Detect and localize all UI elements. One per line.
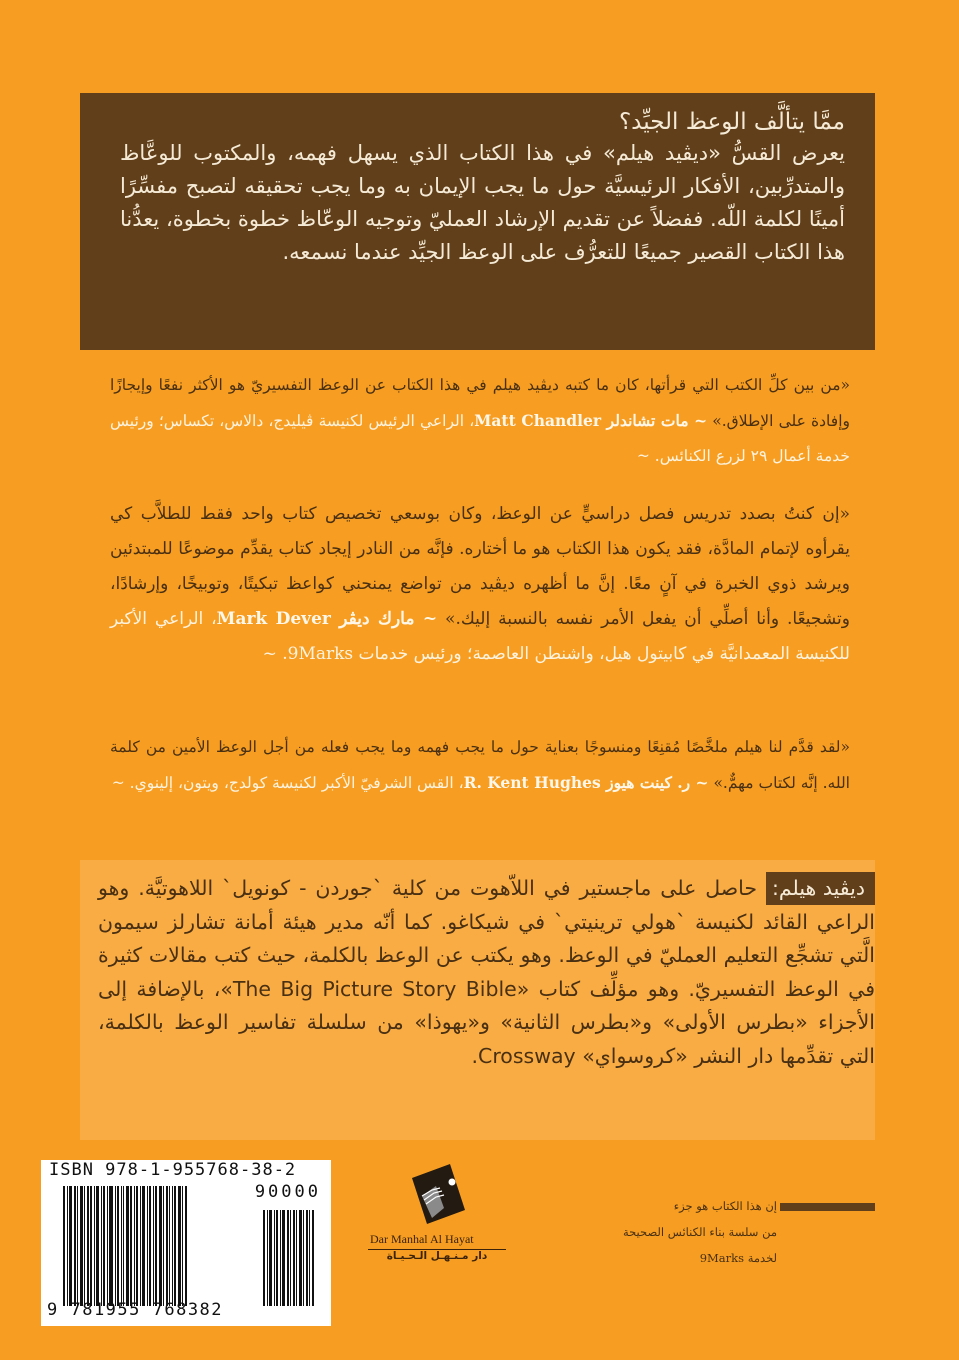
endorsement-quote: «من بين كلِّ الكتب التي قرأتها، كان ما كتبه ديڤيد هيلم في هذا الكتاب عن الوعظ التفسيريّ هو الأكثر نفعًا وإيجازًا وإفادة على الإطلاق.» — [110, 376, 850, 430]
endorsement-2 — [110, 497, 850, 672]
ean-number: 9 781955 768382 — [47, 1300, 224, 1320]
series-note — [560, 1193, 885, 1271]
series-note-line: من سلسة بناء الكنائس الصحيحة — [622, 1225, 777, 1239]
publisher-name-ar: دار مـنـهـل الـحـيـاة — [386, 1250, 488, 1262]
back-cover-summary — [80, 93, 875, 350]
endorsement-author: ~ مات تشاندلر Matt Chandler — [474, 411, 708, 430]
summary-body: يعرض القسُّ «ديڤيد هيلم» في هذا الكتاب الذي يسهل فهمه، والمكتوب للوعَّاظ والمتدرِّبين، الأفكار الرئيسيَّة حول ما يجب الإيمان به وما يجب تحقيقه لتصبح مفسِّرًا أمينًا لكلمة اللّه. ففضلاً عن تقديم الإرشاد العمليّ وتوجيه الوعّاظ خطوة بخطوة، يعدُّنا هذا الكتاب القصير جميعًا للتعرُّف على الوعظ الجيِّد عندما نسمعه. — [120, 141, 845, 264]
endorsement-role: ، الراعي الأكبر للكنيسة المعمدانيَّة في كابيتول هيل، واشنطن العاصمة؛ ورئيس خدمات 9Marks. ~ — [110, 609, 850, 664]
endorsement-role: ، الراعي الرئيس لكنيسة ڤيليدج، دالاس، تكساس؛ ورئيس خدمة أعمال ٢٩ لزرع الكنائس. ~ — [110, 412, 850, 465]
endorsement-quote: «إن كنتُ بصدد تدريس فصل دراسيٍّ عن الوعظ، وكان بوسعي تخصيص كتاب واحد فقط للطلاَّب كي يقرأوه لإتمام المادَّة، فقد يكون هذا الكتاب هو ما أختاره. فإنَّه من النادر إيجاد كتاب يقدِّم موضوعًا للمبتدئين ويرشد ذوي الخبرة في آنٍ معًا. إنَّ ما أظهره ديڤيد من تواضع يمنحني كواعظ تبكيتًا، وتوبيخًا، وإرشادًا، وتشجيعًا. وأنا أصلِّي أن يفعل الأمر نفسه بالنسبة إليك.» — [110, 504, 850, 629]
publisher-logo — [352, 1160, 522, 1270]
publisher-name-en: Dar Manhal Al Hayat — [370, 1232, 474, 1246]
endorsement-1 — [110, 368, 850, 474]
endorsement-author: ~ مارك ديڤر Mark Dever — [216, 609, 438, 629]
endorsement-author: ~ ر. كينت هيوز R. Kent Hughes — [463, 773, 709, 792]
open-book-icon — [352, 1160, 522, 1232]
endorsement-quote: «لقد قدَّم لنا هيلم ملخَّصًا مُقنِعًا ومنسوجًا بعناية حول ما يجب فهمه وما يجب فعله من أجل الوعظ الأمين من كلمة الله. إنَّه لكتاب مهمٌّ.» — [110, 738, 850, 792]
series-note-line: إن هذا الكتاب هو جزء — [673, 1199, 777, 1213]
endorsement-role: ، القس الشرفيّ الأكبر لكنيسة كولدج، ويتون، إلينوي. ~ — [111, 774, 464, 792]
price-addon: 90000 — [254, 1182, 321, 1202]
summary-heading: ممَّا يتألَّف الوعظ الجيِّد؟ — [618, 109, 845, 135]
isbn-label: ISBN 978-1-955768-38-2 — [49, 1160, 297, 1180]
isbn-barcode — [41, 1160, 331, 1326]
author-bio — [80, 860, 875, 1140]
author-name-label: ديڤيد هيلم: — [766, 872, 875, 905]
barcode-bars-addon — [263, 1210, 315, 1306]
author-bio-text: حاصل على ماجستير في اللاّهوت من كلية `جوردن - كونويل` اللاهوتيَّة. وهو الراعي القائد لكنيسة `هولي ترينيتي` في شيكاغو. كما أنّه مدير هيئة أمانة تشارلز سيمون الَّتي تشجِّع التعليم العمليّ في الوعظ. وهو يكتب عن الوعظ بالكلمة، حيث كتب مقالات كثيرة في الوعظ التفسيريّ. وهو مؤلِّف كتاب «The Big Picture Story Bible»، بالإضافة إلى الأجزاء «بطرس الأولى» و«بطرس الثانية» و«يهوذا» من سلسلة تفاسير الوعظ بالكلمة، التي تقدِّمها دار النشر «كروسواي» Crossway. — [98, 876, 875, 1068]
series-note-line: لخدمة 9Marks — [699, 1251, 777, 1265]
endorsement-3 — [110, 730, 850, 801]
barcode-bars-main — [63, 1186, 188, 1306]
